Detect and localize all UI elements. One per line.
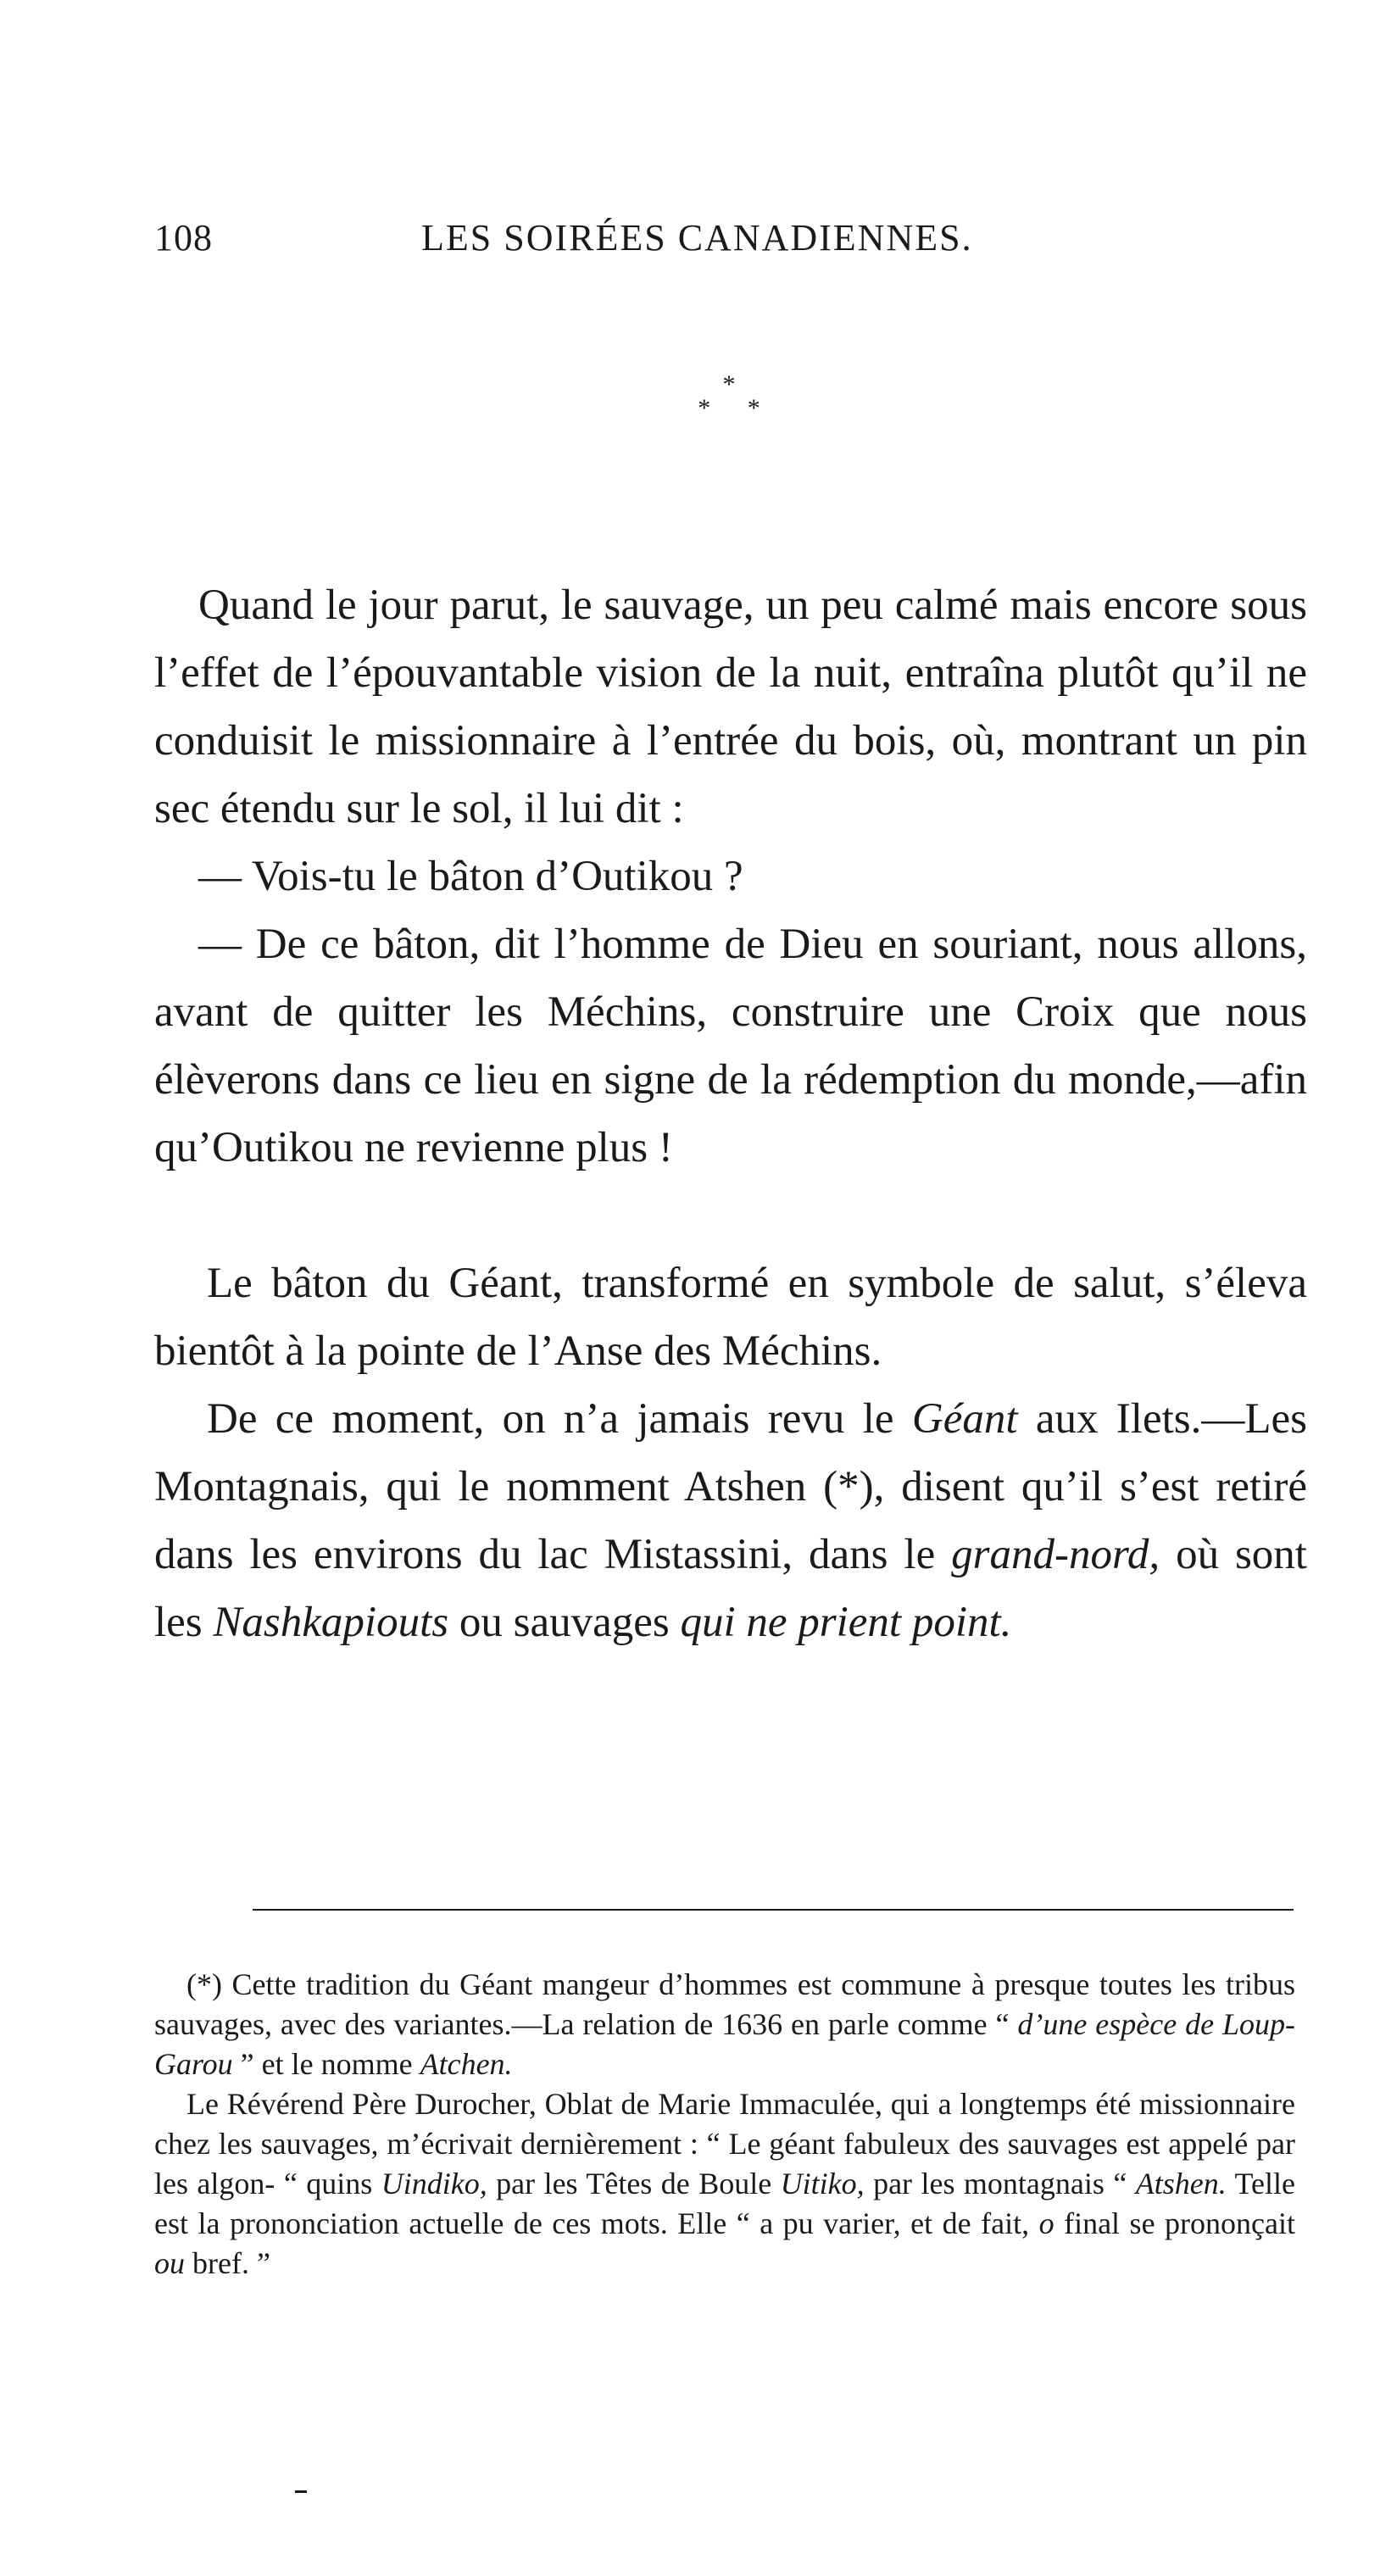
paragraph-spacer (154, 1182, 1307, 1249)
footnote-2-italic-atshen: Atshen. (1135, 2167, 1227, 2200)
paragraph-5-text-a: De ce moment, on n’a jamais revu le (207, 1395, 912, 1443)
footnote-2-italic-uindiko: Uindiko, (381, 2167, 487, 2200)
footnote-2-text-f: bref. ” (185, 2246, 270, 2280)
paragraph-5-italic-qui-ne-prient-point: qui ne prient point. (680, 1599, 1012, 1646)
page-number: 108 (154, 217, 213, 259)
paragraph-5 (154, 1385, 1307, 1656)
footnote-1-text-a: (*) Cette tradition du Géant mangeur d’hommes est commune à presque toutes les tribus sauvages, avec des variantes.—La relation de 1636 en parle comme “ (154, 1967, 1295, 2041)
footnote-separator-rule (253, 1909, 1294, 1911)
paragraph-4: Le bâton du Géant, transformé en symbole de salut, s’éleva bientôt à la pointe de l’Anse des Méchins. (154, 1260, 1307, 1375)
asterism-bottom-stars: * * (698, 394, 776, 422)
paragraph-1: Quand le jour parut, le sauvage, un peu calmé mais encore sous l’effet de l’épouvantable vision de la nuit, entraîna plutôt qu’il ne conduisit le missionnaire à l’entrée du bois, où, montrant un pin sec étendu sur le sol, il lui dit : (154, 581, 1307, 832)
footnote-2-text-d: Telle est la prononciation actuelle de ces mots. Elle “ a pu varier, et de fait, (154, 2167, 1295, 2240)
asterism-top-star: * (722, 370, 736, 398)
footnote-2-text-e: final se prononçait (1054, 2206, 1295, 2240)
paragraph-5-text-d: ou sauvages (448, 1599, 681, 1646)
footnote-2-text-b: par les Têtes de Boule (487, 2167, 781, 2200)
paragraph-2-dialogue: — Vois-tu le bâton d’Outikou ? (198, 853, 743, 900)
footnote-2-italic-ou: ou (154, 2246, 185, 2280)
printer-mark (295, 2490, 307, 2493)
page-header (154, 216, 1053, 267)
paragraph-5-italic-grand-nord: grand-nord, (951, 1531, 1160, 1578)
footnote-2-italic-o: o (1038, 2206, 1054, 2240)
footnote-1-italic-loup-garou: d’une espèce de Loup-Garou (154, 2007, 1295, 2081)
footnote-2-italic-uitiko: Uitiko, (780, 2167, 865, 2200)
paragraph-5-italic-nashkapiouts: Nashkapiouts (213, 1599, 449, 1646)
paragraph-5-text-c: où sont les (154, 1531, 1307, 1646)
footnote-2-text-c: par les montagnais “ (864, 2167, 1136, 2200)
footnote-2-text-a: Le Révérend Père Durocher, Oblat de Marie Immaculée, qui a longtemps été missionnaire chez les sauvages, m’écrivait dernièrement : “ Le géant fabuleux des sauvages est appelé par les algon- “ quins (154, 2087, 1295, 2200)
main-text (154, 571, 1307, 1656)
footnote (154, 1965, 1295, 2284)
footnote-paragraph-2 (154, 2084, 1295, 2284)
footnote-1-italic-atchen: Atchen. (420, 2047, 513, 2081)
paragraph-3-dialogue: — De ce bâton, dit l’homme de Dieu en souriant, nous allons, avant de quitter les Méchins, construire une Croix que nous élèverons dans ce lieu en signe de la rédemption du monde,—afin qu’Outikou ne revienne plus ! (154, 921, 1307, 1171)
asterism-section-break (678, 370, 780, 441)
footnote-paragraph-1 (154, 1965, 1295, 2084)
paragraph-5-italic-geant: Géant (911, 1395, 1018, 1443)
paragraph-5-text-b: aux Ilets.—Les Montagnais, qui le nomment Atshen (*), disent qu’il s’est retiré dans les environs du lac Mistassini, dans le (154, 1395, 1308, 1578)
running-title: LES SOIRÉES CANADIENNES. (421, 217, 973, 259)
footnote-1-text-b: ” et le nomme (232, 2047, 420, 2081)
